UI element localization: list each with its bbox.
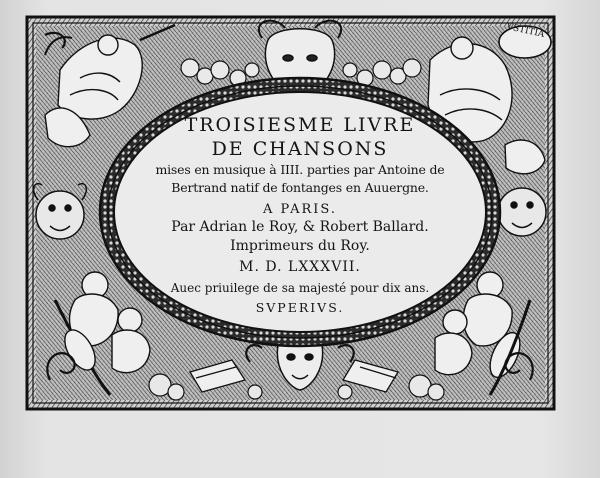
book-title-line-2: DE CHANSONS (211, 138, 389, 160)
title-block (120, 112, 480, 324)
imprint-year: M. D. LXXXVII. (239, 259, 361, 275)
subtitle-line-1: mises en musique à IIII. parties par Antoine de (155, 162, 445, 177)
imprint-printers: Par Adrian le Roy, & Robert Ballard. (171, 219, 429, 235)
subtitle-line-2: Bertrand natif de fontanges en Auuergne. (171, 180, 429, 195)
royal-privilege: Auec priuilege de sa majesté pour dix ans. (170, 281, 430, 295)
imprint-role: Imprimeurs du Roy. (230, 238, 370, 254)
cartouche-motto: VSTITIA (505, 22, 546, 40)
lion-head-right (498, 188, 546, 236)
book-title-line-1: TROISIESME LIVRE (184, 114, 416, 136)
imprint-city: A PARIS. (263, 202, 337, 217)
voice-part: SVPERIVS. (255, 300, 345, 315)
